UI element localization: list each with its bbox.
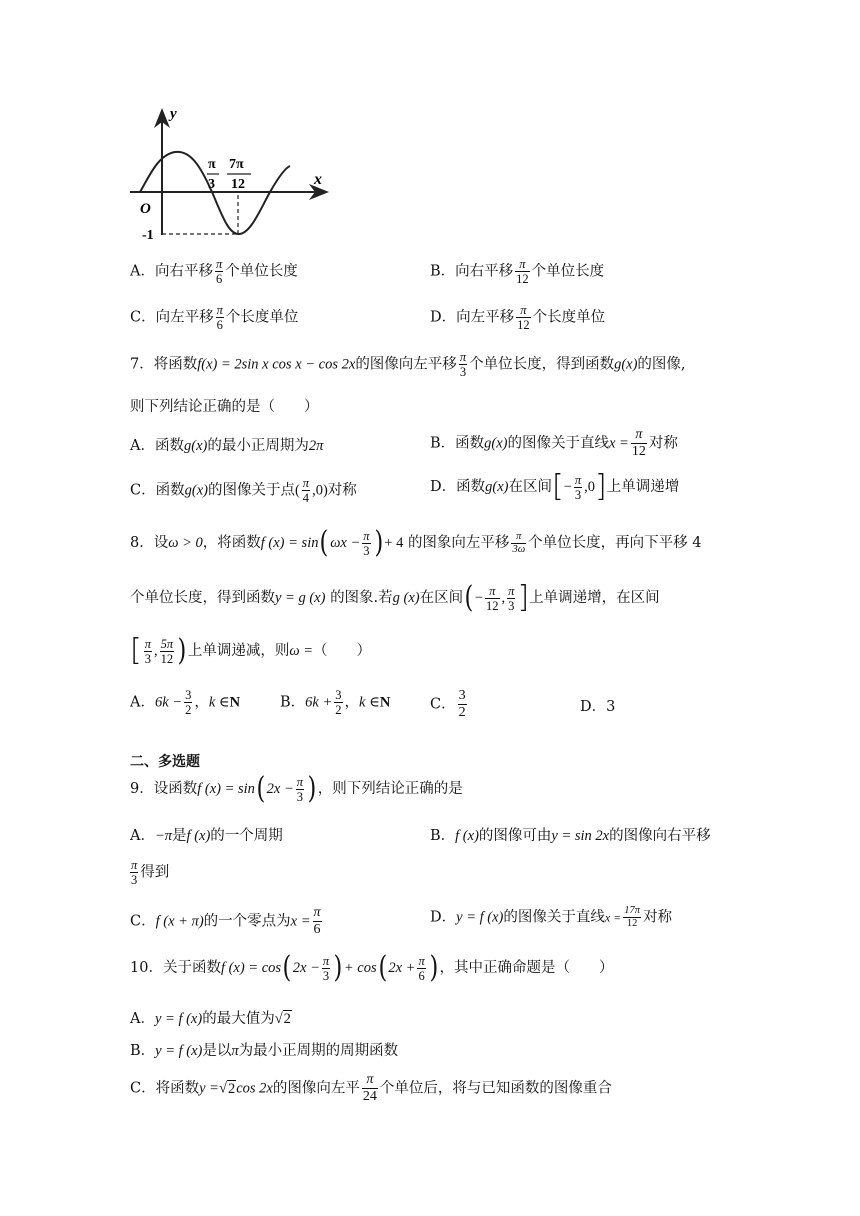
tick-pi3-num: π [208, 157, 216, 172]
q8-option-a[interactable]: A．6k − $\frac{3}{2}$ ，k ∈N [130, 688, 241, 717]
y-axis-label: y [170, 106, 177, 122]
q9-option-b[interactable]: B．f (x)的图像可由y = sin 2x的图像向右平移 [430, 828, 711, 844]
q7-option-b[interactable]: B．函数g(x)的图像关于直线x = $\frac{\pi}{12}$ 对称 [430, 427, 678, 459]
q10-option-a[interactable]: A．y = f (x)的最大值为√2 [130, 1011, 291, 1027]
q9-option-c[interactable]: C．f (x + π)的一个零点为x = $\frac{\pi}{6}$ [130, 905, 321, 937]
q8-option-b[interactable]: B．6k + $\frac{3}{2}$ ，k ∈N [280, 688, 391, 717]
q7-stem-line1: 7．将函数f(x) = 2sin x cos x − cos 2x的图像向左平移 $\frac{\pi}{3}$ 个单位长度，得到函数g(x)的图像, [130, 350, 686, 379]
tick-pi3-den: 3 [208, 177, 215, 192]
origin-label: O [140, 201, 151, 217]
q7-option-c[interactable]: C．函数g(x)的图像关于点( $\frac{\pi}{4}$ ,0)对称 [130, 476, 357, 505]
x-axis-label: x [314, 171, 322, 188]
q10-option-b[interactable]: B．y = f (x)是以π为最小正周期的周期函数 [130, 1043, 399, 1059]
min-label: -1 [142, 228, 154, 243]
q9-stem: 9．设函数f (x) = sin(2x − $\frac{\pi}{3}$ )，则下列结论正确的是 [130, 771, 463, 806]
q8-option-c[interactable]: C． $\frac{3}{2}$ [430, 688, 466, 720]
q10-option-c[interactable]: C．将函数y =√2cos 2x的图像向左平 $\frac{\pi}{24}$ 个单位后，将与已知函数的图像重合 [130, 1072, 612, 1104]
section-title-multi-choice: 二、多选题 [130, 754, 200, 770]
q6-option-a[interactable]: A．向右平移 $\frac{\pi}{6}$ 个单位长度 [130, 257, 298, 286]
sine-graph [120, 100, 340, 245]
q6-option-c[interactable]: C．向左平移 $\frac{\pi}{6}$ 个长度单位 [130, 303, 299, 332]
q8-stem-line1: 8．设ω > 0，将函数f (x) = sin(ωx − $\frac{\pi}{3}$ )+ 4 的图象向左平移 $\frac{\pi}{3\omega}$ 个单位长度，再向下平移 4 [130, 525, 702, 560]
q9-option-a[interactable]: A．−π是f (x)的一个周期 [130, 828, 283, 844]
q10-stem: 10．关于函数f (x) = cos(2x − $\frac{\pi}{3}$ )+ cos(2x + $\frac{\pi}{6}$ )，其中正确命题是（ ） [130, 950, 614, 985]
tick-7pi12-den: 12 [231, 177, 245, 192]
q7-option-a[interactable]: A．函数g(x)的最小正周期为2π [130, 438, 324, 454]
q8-stem-line2: 个单位长度，得到函数y = g (x) 的图象.若g (x)在区间(− $\frac{\pi}{12}$ , $\frac{\pi}{3}$ ]上单调递增，在区间 [130, 580, 660, 615]
q9-option-b-cont: $\frac{\pi}{3}$ 得到 [131, 858, 170, 887]
q8-stem-line3: [ $\frac{\pi}{3}$ , $\frac{5\pi}{12}$ )上单调递减，则ω =（ ） [130, 633, 371, 668]
q8-option-d[interactable]: D．3 [580, 699, 616, 715]
q6-option-b[interactable]: B．向右平移 $\frac{\pi}{12}$ 个单位长度 [430, 257, 605, 286]
q7-stem-line2: 则下列结论正确的是（ ） [130, 399, 319, 415]
q7-option-d[interactable]: D．函数g(x)在区间[− $\frac{\pi}{3}$ ,0]上单调递增 [430, 469, 680, 504]
q6-option-d[interactable]: D．向左平移 $\frac{\pi}{12}$ 个长度单位 [430, 303, 606, 332]
q9-option-d[interactable]: D．y = f (x)的图像关于直线x = $\frac{17\pi}{12}$ 对称 [430, 905, 673, 929]
tick-7pi12-num: 7π [229, 157, 244, 172]
